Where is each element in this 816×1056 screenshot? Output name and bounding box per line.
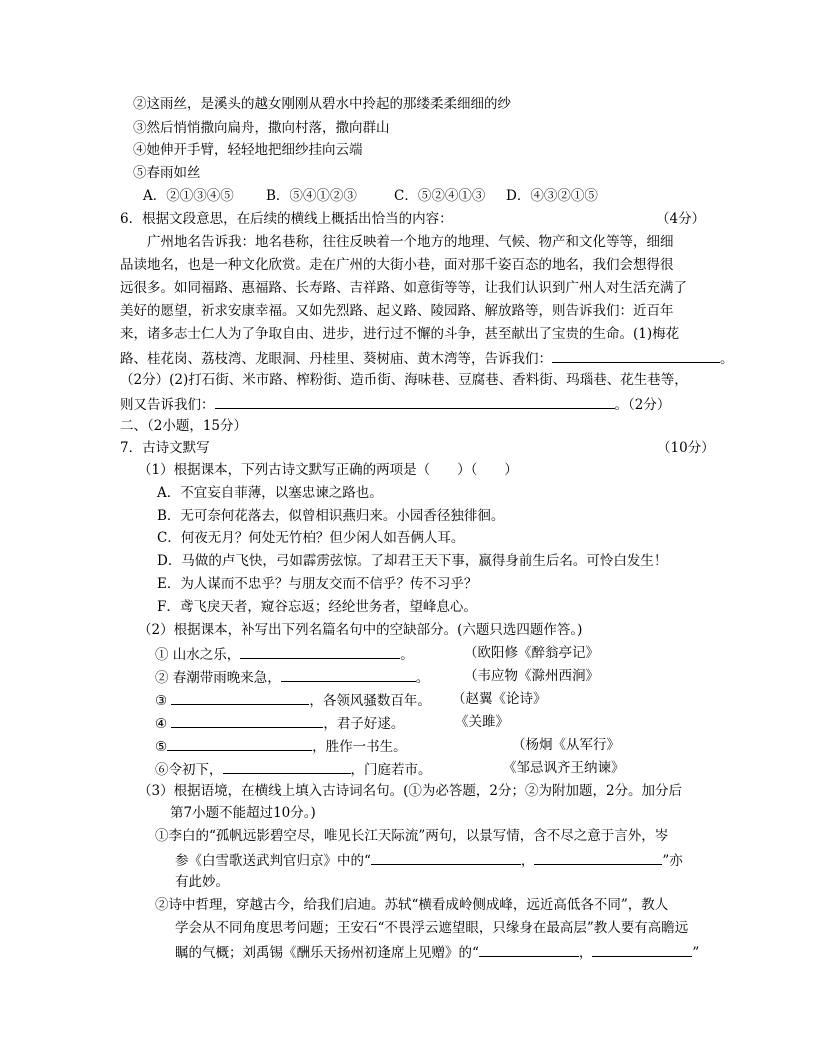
item-text: 参《白雪歌送武判官归京》中的“ [175, 853, 371, 869]
q5-item-5: ⑤春雨如丝 [133, 165, 201, 181]
fill-blank[interactable] [171, 712, 323, 728]
q6-score: （4分） [656, 211, 706, 227]
q5-option-a[interactable]: A．②①③④⑤ [143, 188, 234, 204]
fill-blank[interactable] [167, 735, 312, 751]
q7-part2-source-1: （欧阳修《醉翁亭记》 [464, 645, 599, 661]
q7-part2-source-5: （杨炯《从军行》 [512, 737, 620, 753]
q7-part2-source-2: （韦应物《滁州西涧》 [464, 668, 599, 684]
item-text: ⑥令初下， [155, 762, 223, 778]
item-text: ① 山水之乐， [155, 647, 241, 663]
fill-blank[interactable] [371, 849, 521, 865]
q5-item-3: ③然后悄悄撒向扁舟，撒向村落，撒向群山 [133, 120, 390, 136]
item-text: ，各领风骚数百年。 [309, 693, 431, 709]
q6-line-6 [120, 347, 734, 369]
q6-line-1: 广州地名告诉我：地名巷称，往往反映着一个地方的地理、气候、物产和文化等等，细细 [147, 234, 674, 250]
q6-line-3: 远很多。如同福路、惠福路、长寿路、吉祥路、如意街等等，让我们认识到广州人对生活充满了 [120, 280, 687, 296]
q7-part2-item-3 [155, 689, 431, 711]
item-text: ”亦 [662, 853, 683, 869]
fill-blank[interactable] [171, 689, 309, 705]
q6-answer-blank-2[interactable] [215, 393, 615, 409]
q6-line-4: 美好的愿望，祈求安康幸福。又如先烈路、起义路、陵园路、解放路等，则告诉我们：近百年 [120, 303, 674, 319]
q7-part3-stem-1: （3）根据语境，在横线上填入古诗词名句。(①为必答题，2分；②为附加题，2分。加分后 [138, 783, 683, 799]
q7-part2-source-6: 《邹忌讽齐王纳谏》 [503, 760, 625, 776]
item-text: ⑤ [155, 739, 168, 755]
q6-line-2: 品读地名，也是一种文化欣赏。走在广州的大街小巷，面对那千姿百态的地名，我们会想得很 [120, 257, 674, 273]
q7-part1-option-a[interactable]: A．不宜妄自菲薄，以塞忠谏之路也。 [157, 485, 383, 501]
item-text: ，胜作一书生。 [312, 739, 407, 755]
fill-blank[interactable] [592, 941, 692, 957]
q7-part3-a-line-2 [175, 849, 683, 871]
q7-part2-item-6 [155, 758, 432, 780]
section-2-heading: 二、（2小题，15分） [120, 418, 248, 434]
item-text: ， [578, 945, 593, 961]
item-text: ， [520, 853, 535, 869]
q7-part1-option-c[interactable]: C．何夜无月？何处无竹柏？但少闲人如吾俩人耳。 [157, 530, 465, 546]
q6-answer-blank-1[interactable] [552, 347, 720, 363]
q6-line-7: （2分）(2)打石街、米市路、榨粉街、造币街、海味巷、豆腐巷、香料街、玛瑙巷、花生巷等， [120, 372, 688, 388]
q5-option-b[interactable]: B．⑤④①②③ [266, 188, 357, 204]
q6-stem: 6．根据文段意思，在后续的横线上概括出恰当的内容： [120, 211, 453, 227]
q7-part2-source-3: （赵翼《论诗》 [452, 691, 547, 707]
q6-line-8-text: 则又告诉我们： [120, 397, 215, 413]
q7-score: （10分） [657, 440, 715, 456]
q7-title: 7．古诗文默写 [120, 440, 210, 456]
fill-blank[interactable] [240, 643, 400, 659]
fill-blank[interactable] [281, 666, 416, 682]
fill-blank[interactable] [534, 849, 662, 865]
fill-blank[interactable] [223, 758, 351, 774]
q7-part2-item-2 [155, 666, 429, 688]
q6-line-5: 来，诸多志士仁人为了争取自由、进步，进行过不懈的斗争，甚至献出了宝贵的生命。(1)梅花 [120, 326, 680, 342]
q7-part3-b-line-1: ②诗中哲理，穿越古今，给我们启迪。苏轼“横看成岭侧成峰，远近高低各不同”，教人 [155, 897, 669, 913]
q7-part3-a-line-1: ①李白的“孤帆远影碧空尽，唯见长江天际流”两句，以景写情，含不尽之意于言外，岑 [155, 828, 669, 844]
item-text: ，君子好逑。 [323, 716, 405, 732]
item-text: ③ [155, 693, 172, 709]
item-text: ” [692, 945, 700, 961]
q7-part3-b-line-2: 学会从不同角度思考问题；王安石“不畏浮云遮望眼，只缘身在最高层”教人要有高瞻远 [175, 920, 689, 936]
q6-line-8 [120, 393, 670, 415]
item-text: 。 [415, 670, 430, 686]
q5-option-d[interactable]: D．④③②①⑤ [506, 188, 598, 204]
q7-part3-b-line-3 [175, 941, 699, 963]
q5-options [143, 186, 598, 206]
q5-item-2: ②这雨丝，是溪头的越女刚刚从碧水中拎起的那缕柔柔细细的纱 [133, 96, 511, 112]
q5-item-4: ④她伸开手臂，轻轻地把细纱挂向云端 [133, 142, 363, 158]
q7-part1-option-d[interactable]: D．马做的卢飞快，弓如霹雳弦惊。了却君王天下事，嬴得身前生后名。可怜白发生！ [157, 553, 668, 569]
q6-line-8-end: 。（2分） [614, 397, 671, 413]
q7-part3-a-line-3: 有此妙。 [175, 874, 229, 890]
q7-part2-stem: （2）根据课本，补写出下列名篇名句中的空缺部分。(六题只选四题作答。) [138, 622, 583, 638]
q7-part2-item-1 [155, 643, 414, 665]
q7-part1-option-e[interactable]: E．为人谋而不忠乎？与朋友交而不信乎？传不习乎？ [157, 576, 478, 592]
q6-line-6-text: 路、桂花岗、荔枝湾、龙眼洞、丹桂里、葵树庙、黄木湾等，告诉我们： [120, 351, 552, 367]
q7-part2-item-4 [155, 712, 404, 734]
q7-part1-option-b[interactable]: B．无可奈何花落去，似曾相识燕归来。小园香径独徘徊。 [157, 508, 505, 524]
q6-line-6-end: 。 [720, 351, 734, 367]
fill-blank[interactable] [479, 941, 579, 957]
q7-part1-stem: （1）根据课本，下列古诗文默写正确的两项是（ ）（ ） [138, 462, 518, 478]
item-text: 。 [400, 647, 414, 663]
q7-part3-stem-2: 第7小题不能超过10分。) [170, 805, 316, 821]
q5-option-c[interactable]: C．⑤②④①③ [394, 188, 486, 204]
item-text: ，门庭若市。 [350, 762, 432, 778]
item-text: ② 春潮带雨晚来急， [155, 670, 281, 686]
item-text: 瞩的气概；刘禹锡《酬乐天扬州初逢席上见赠》的“ [175, 945, 479, 961]
q7-part2-item-5 [155, 735, 407, 757]
q7-part2-source-4: 《关雎》 [455, 714, 509, 730]
q7-part1-option-f[interactable]: F．鸢飞戾天者，窥谷忘返；经纶世务者，望峰息心。 [157, 599, 477, 615]
item-text: ④ [155, 716, 172, 732]
